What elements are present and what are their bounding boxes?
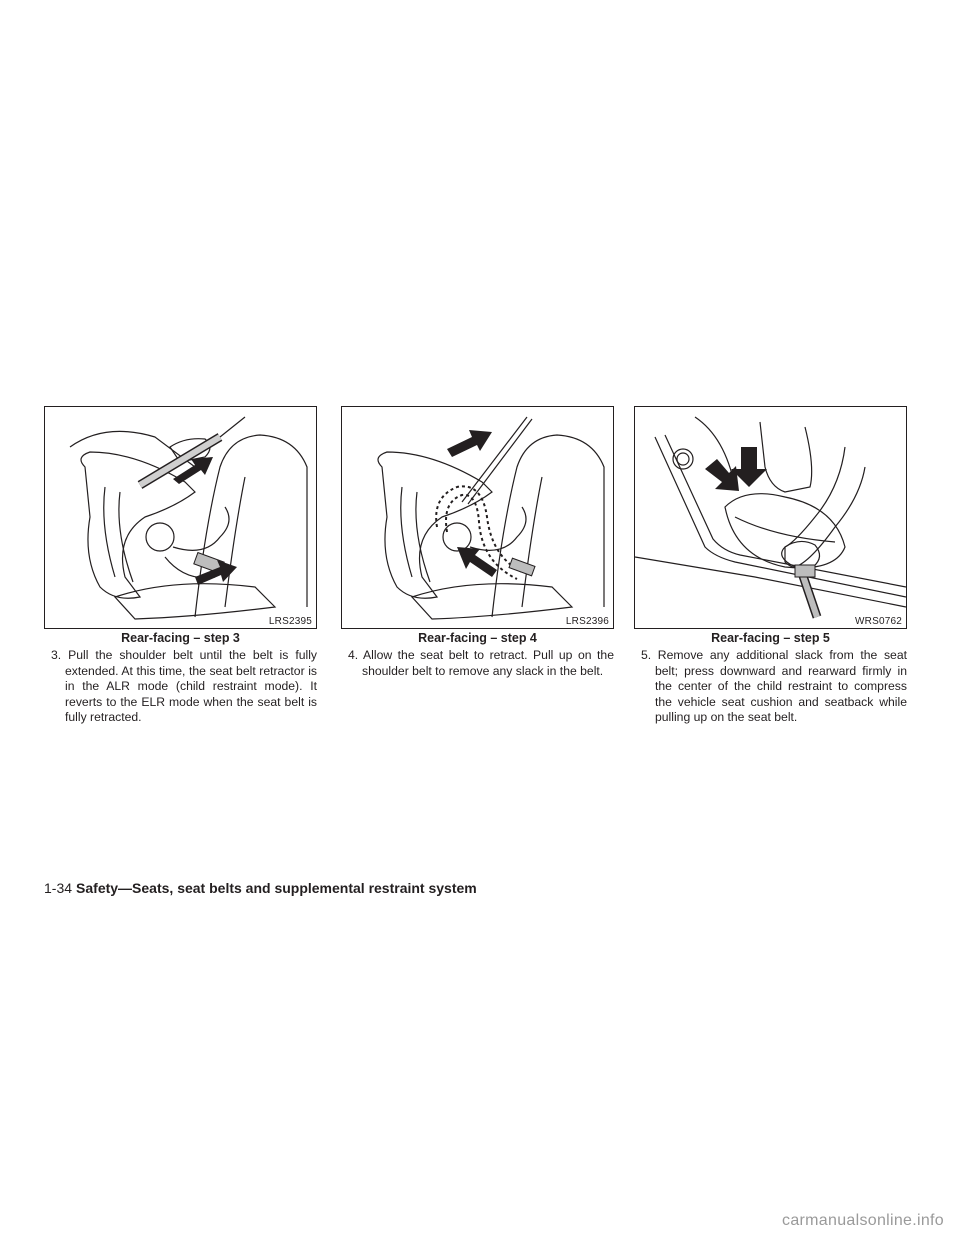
figure-caption: Rear-facing – step 3 xyxy=(121,631,240,645)
step-3-column xyxy=(44,406,317,726)
step-5-column xyxy=(634,406,907,726)
child-seat-illustration xyxy=(635,407,906,628)
step-4-text: 4. Allow the seat belt to retract. Pull up on the shoulder belt to remove any slack in the belt. xyxy=(348,648,614,678)
figure-code: LRS2396 xyxy=(565,616,609,627)
up-arrow-icon xyxy=(447,430,492,457)
figure-rear-facing-step-3 xyxy=(44,406,317,629)
step-4-column xyxy=(341,406,614,679)
figure-rear-facing-step-5 xyxy=(634,406,907,629)
watermark: carmanualsonline.info xyxy=(782,1212,944,1229)
page-footer xyxy=(44,880,477,896)
step-3-text: 3. Pull the shoulder belt until the belt is fully extended. At this time, the seat belt retractor is in the ALR mode (child restraint mode). It reverts to the ELR mode when the seat belt is fully retracted. xyxy=(51,648,317,725)
figure-caption: Rear-facing – step 4 xyxy=(418,631,537,645)
figure-code: LRS2395 xyxy=(268,616,312,627)
retract-arrow-icon xyxy=(457,547,497,577)
figure-caption: Rear-facing – step 5 xyxy=(711,631,830,645)
rearward-arrow-icon xyxy=(705,459,739,491)
page-number: 1-34 xyxy=(44,880,73,896)
step-5-text: 5. Remove any additional slack from the seat belt; press downward and rearward firmly in the center of the child restraint to compress the vehicle seat cushion and seatback while pulling up on the seat belt. xyxy=(641,648,907,725)
figure-rear-facing-step-4 xyxy=(341,406,614,629)
child-seat-illustration xyxy=(45,407,316,628)
child-seat-illustration xyxy=(342,407,613,628)
figure-code: WRS0762 xyxy=(855,616,902,627)
section-title: Safety—Seats, seat belts and supplemental restraint system xyxy=(76,880,477,896)
